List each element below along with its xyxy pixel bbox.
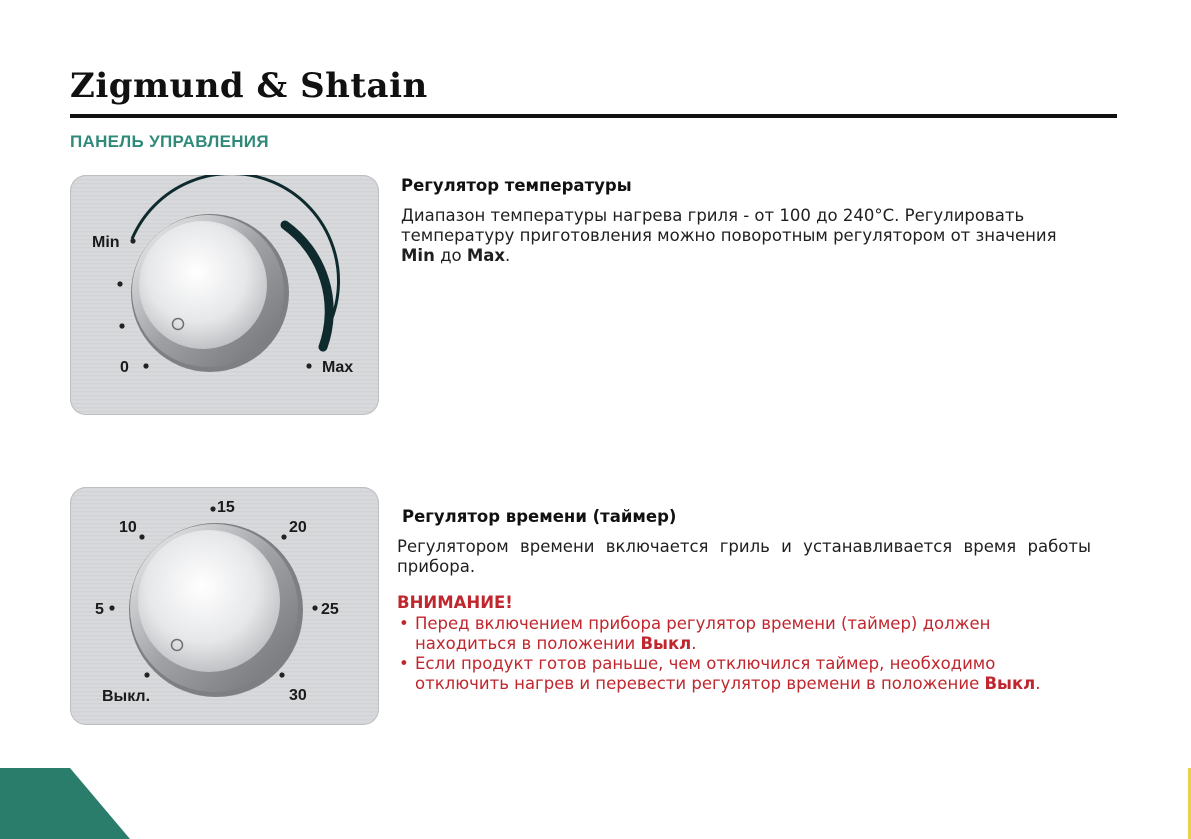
timer-knob[interactable]: [138, 530, 280, 672]
dial-label-15: 15: [217, 499, 235, 516]
dial-dot-20: [281, 534, 286, 539]
temperature-text: Диапазон температуры нагрева гриля - от 100 до 240°С. Регулировать температуру приготовления можно поворотным регулятором от значения Min до Max.: [401, 206, 1057, 265]
warning-item: • Перед включением прибора регулятор времени (таймер) должен находиться в положении Выкл.: [397, 614, 1091, 654]
dial-dot-15: [210, 506, 215, 511]
dial-label-30: 30: [289, 687, 307, 704]
header-divider: [70, 114, 1117, 118]
dial-dot-zero: [143, 363, 148, 368]
temperature-description: [401, 176, 1091, 282]
dial-label-20: 20: [289, 519, 307, 536]
corner-decoration: [0, 768, 130, 839]
warning-title: ВНИМАНИЕ!: [397, 593, 513, 612]
warning-list: [397, 614, 1091, 694]
dial-dot-30: [279, 672, 284, 677]
dial-dot-min: [130, 238, 135, 243]
dial-dot-25: [312, 605, 317, 610]
temperature-knob[interactable]: [139, 221, 267, 349]
dial-label-max: Max: [322, 359, 354, 376]
timer-warning: [397, 593, 1091, 694]
temperature-heading: Регулятор температуры: [401, 176, 632, 195]
temperature-dial-graphic: [70, 175, 379, 415]
timer-dial-panel: [70, 487, 379, 725]
dial-label-25: 25: [321, 601, 339, 618]
timer-text: Регулятором времени включается гриль и устанавливается время работы прибора.: [397, 537, 1091, 576]
dial-label-off: Выкл.: [102, 688, 151, 705]
dial-label-min: Min: [92, 234, 120, 251]
temperature-scale-arc-thick: [285, 225, 329, 347]
dial-dot-max: [306, 363, 311, 368]
dial-label-zero: 0: [120, 359, 129, 376]
dial-dot: [117, 281, 122, 286]
dial-dot-off: [144, 672, 149, 677]
dial-dot: [119, 323, 124, 328]
dial-label-10: 10: [119, 519, 137, 536]
dial-dot-10: [139, 534, 144, 539]
timer-dial-graphic: [70, 487, 379, 725]
timer-description: [397, 507, 1091, 694]
timer-heading: Регулятор времени (таймер): [402, 507, 677, 526]
temperature-dial-panel: [70, 175, 379, 415]
section-title: ПАНЕЛЬ УПРАВЛЕНИЯ: [70, 132, 269, 151]
dial-label-5: 5: [95, 601, 104, 618]
warning-item: • Если продукт готов раньше, чем отключился таймер, необходимо отключить нагрев и перевести регулятор времени в положение Выкл.: [397, 654, 1091, 694]
dial-dot-5: [109, 605, 114, 610]
brand-logo: Zigmund & Shtain: [70, 66, 428, 106]
